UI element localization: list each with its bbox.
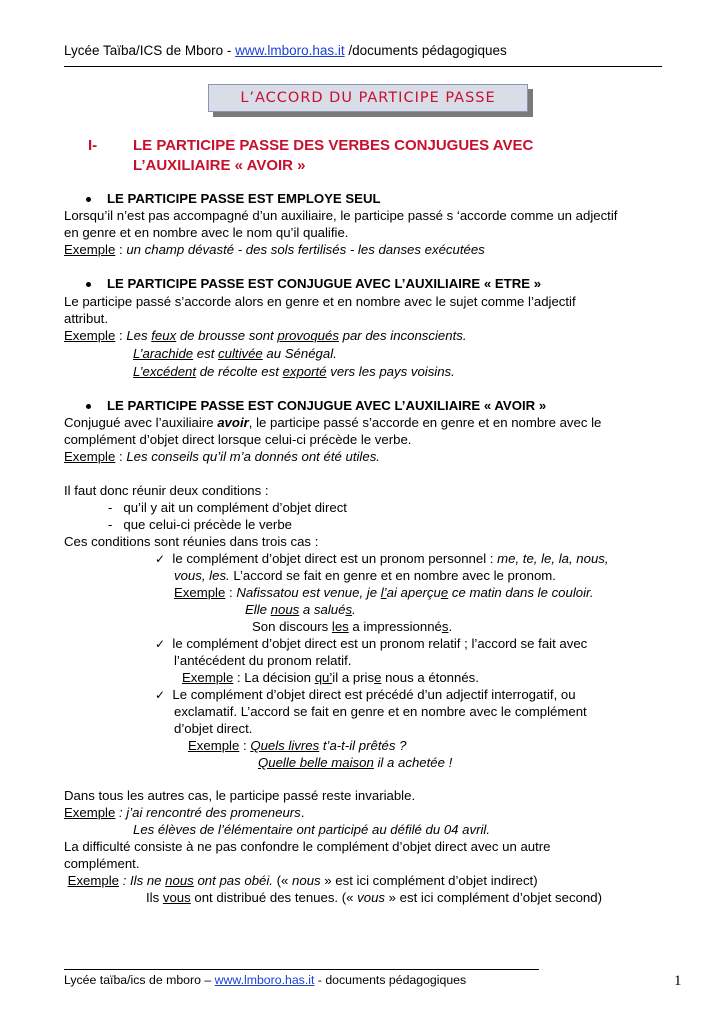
case1-line1: ✓ le complément d’objet direct est un pronom personnel : me, te, le, la, nous,	[155, 551, 609, 566]
part2-example2: L’arachide est cultivée au Sénégal.	[133, 346, 337, 361]
title-box	[208, 84, 528, 112]
check-icon: ✓	[155, 688, 166, 702]
other-example2: Les élèves de l’élémentaire ont participé au défilé du 04 avril.	[133, 822, 491, 837]
case3-line3: d’objet direct.	[174, 721, 253, 736]
part3-text2: complément d’objet direct lorsque celui-ci précède le verbe.	[64, 432, 412, 447]
case3-example1: Exemple : Quels livres t’a-t-il prêtés ?	[188, 738, 407, 753]
header-school: Lycée Taïba/ICS de Mboro -	[64, 43, 236, 58]
case1-example1: Exemple : Nafissatou est venue, je l’ai aperçue ce matin dans le couloir.	[174, 585, 594, 600]
section-heading-line2: L’AUXILIAIRE « AVOIR »	[133, 157, 306, 174]
part1-text1: Lorsqu’il n’est pas accompagné d’un auxiliaire, le participe passé s ‘accorde comme un adjectif	[64, 208, 618, 223]
check-icon: ✓	[155, 552, 166, 566]
part2-text2: attribut.	[64, 311, 108, 326]
footer-divider	[64, 969, 539, 970]
condition-1: - qu’il y ait un complément d’objet direct	[108, 500, 347, 515]
case1-example3: Son discours les a impressionnés.	[252, 619, 453, 634]
page-footer	[64, 973, 466, 987]
other-difficulty1: La difficulté consiste à ne pas confondre le complément d’objet direct avec un autre	[64, 839, 551, 854]
condition-2: - que celui-ci précède le verbe	[108, 517, 292, 532]
case2-line2: l’antécédent du pronom relatif.	[174, 653, 352, 668]
other-line1: Dans tous les autres cas, le participe passé reste invariable.	[64, 788, 416, 803]
footer-suffix: - documents pédagogiques	[314, 973, 467, 987]
conditions-intro: Il faut donc réunir deux conditions :	[64, 483, 269, 498]
case1-example2: Elle nous a salués.	[245, 602, 356, 617]
part3-example: Exemple : Les conseils qu’il m’a donnés ont été utiles.	[64, 449, 380, 464]
footer-school: Lycée taïba/ics de mboro –	[64, 973, 215, 987]
part1-heading: LE PARTICIPE PASSE EST EMPLOYE SEUL	[86, 190, 381, 207]
other-example4: Ils vous ont distribué des tenues. (« vous » est ici complément d’objet second)	[146, 890, 602, 905]
bullet-icon	[86, 197, 91, 202]
part1-text2: en genre et en nombre avec le nom qu’il qualifie.	[64, 225, 349, 240]
part2-example3: L’excédent de récolte est exporté vers les pays voisins.	[133, 364, 455, 379]
case2-example: Exemple : La décision qu’il a prise nous a étonnés.	[182, 670, 479, 685]
case3-example2: Quelle belle maison il a achetée !	[258, 755, 453, 770]
other-example1: Exemple : j’ai rencontré des promeneurs.	[64, 805, 305, 820]
check-icon: ✓	[155, 637, 166, 651]
page-title: L’ACCORD DU PARTICIPE PASSE	[240, 90, 496, 106]
page-number: 1	[674, 973, 682, 989]
section-number: I-	[88, 137, 98, 154]
case3-line1: ✓ Le complément d’objet direct est précédé d’un adjectif interrogatif, ou	[155, 687, 576, 702]
case3-line2: exclamatif. L’accord se fait en genre et en nombre avec le complément	[174, 704, 587, 719]
part1-example: Exemple : un champ dévasté - des sols fertilisés - les danses exécutées	[64, 242, 485, 257]
header-suffix: /documents pédagogiques	[344, 43, 507, 58]
other-example3: Exemple : Ils ne nous ont pas obéi. (« nous » est ici complément d’objet indirect)	[67, 873, 538, 888]
bullet-icon	[86, 282, 91, 287]
bullet-icon	[86, 404, 91, 409]
part2-text1: Le participe passé s’accorde alors en genre et en nombre avec le sujet comme l’adjectif	[64, 294, 576, 309]
header-divider	[64, 66, 662, 67]
other-difficulty2: complément.	[64, 856, 140, 871]
page-header	[64, 43, 507, 58]
section-heading-line1: LE PARTICIPE PASSE DES VERBES CONJUGUES AVEC	[133, 137, 534, 154]
cases-intro: Ces conditions sont réunies dans trois cas :	[64, 534, 319, 549]
part3-text1: Conjugué avec l’auxiliaire avoir, le participe passé s’accorde en genre et en nombre avec le	[64, 415, 602, 430]
footer-link[interactable]: www.lmboro.has.it	[214, 973, 315, 987]
case2-line1: ✓ le complément d’objet direct est un pronom relatif ; l’accord se fait avec	[155, 636, 588, 651]
case1-line2: vous, les. L’accord se fait en genre et en nombre avec le pronom.	[174, 568, 556, 583]
part2-heading: LE PARTICIPE PASSE EST CONJUGUE AVEC L’AUXILIAIRE « ETRE »	[86, 275, 541, 292]
part2-example1: Exemple : Les feux de brousse sont provoqués par des inconscients.	[64, 328, 467, 343]
part3-heading: LE PARTICIPE PASSE EST CONJUGUE AVEC L’AUXILIAIRE « AVOIR »	[86, 397, 546, 414]
header-link[interactable]: www.lmboro.has.it	[235, 43, 345, 58]
